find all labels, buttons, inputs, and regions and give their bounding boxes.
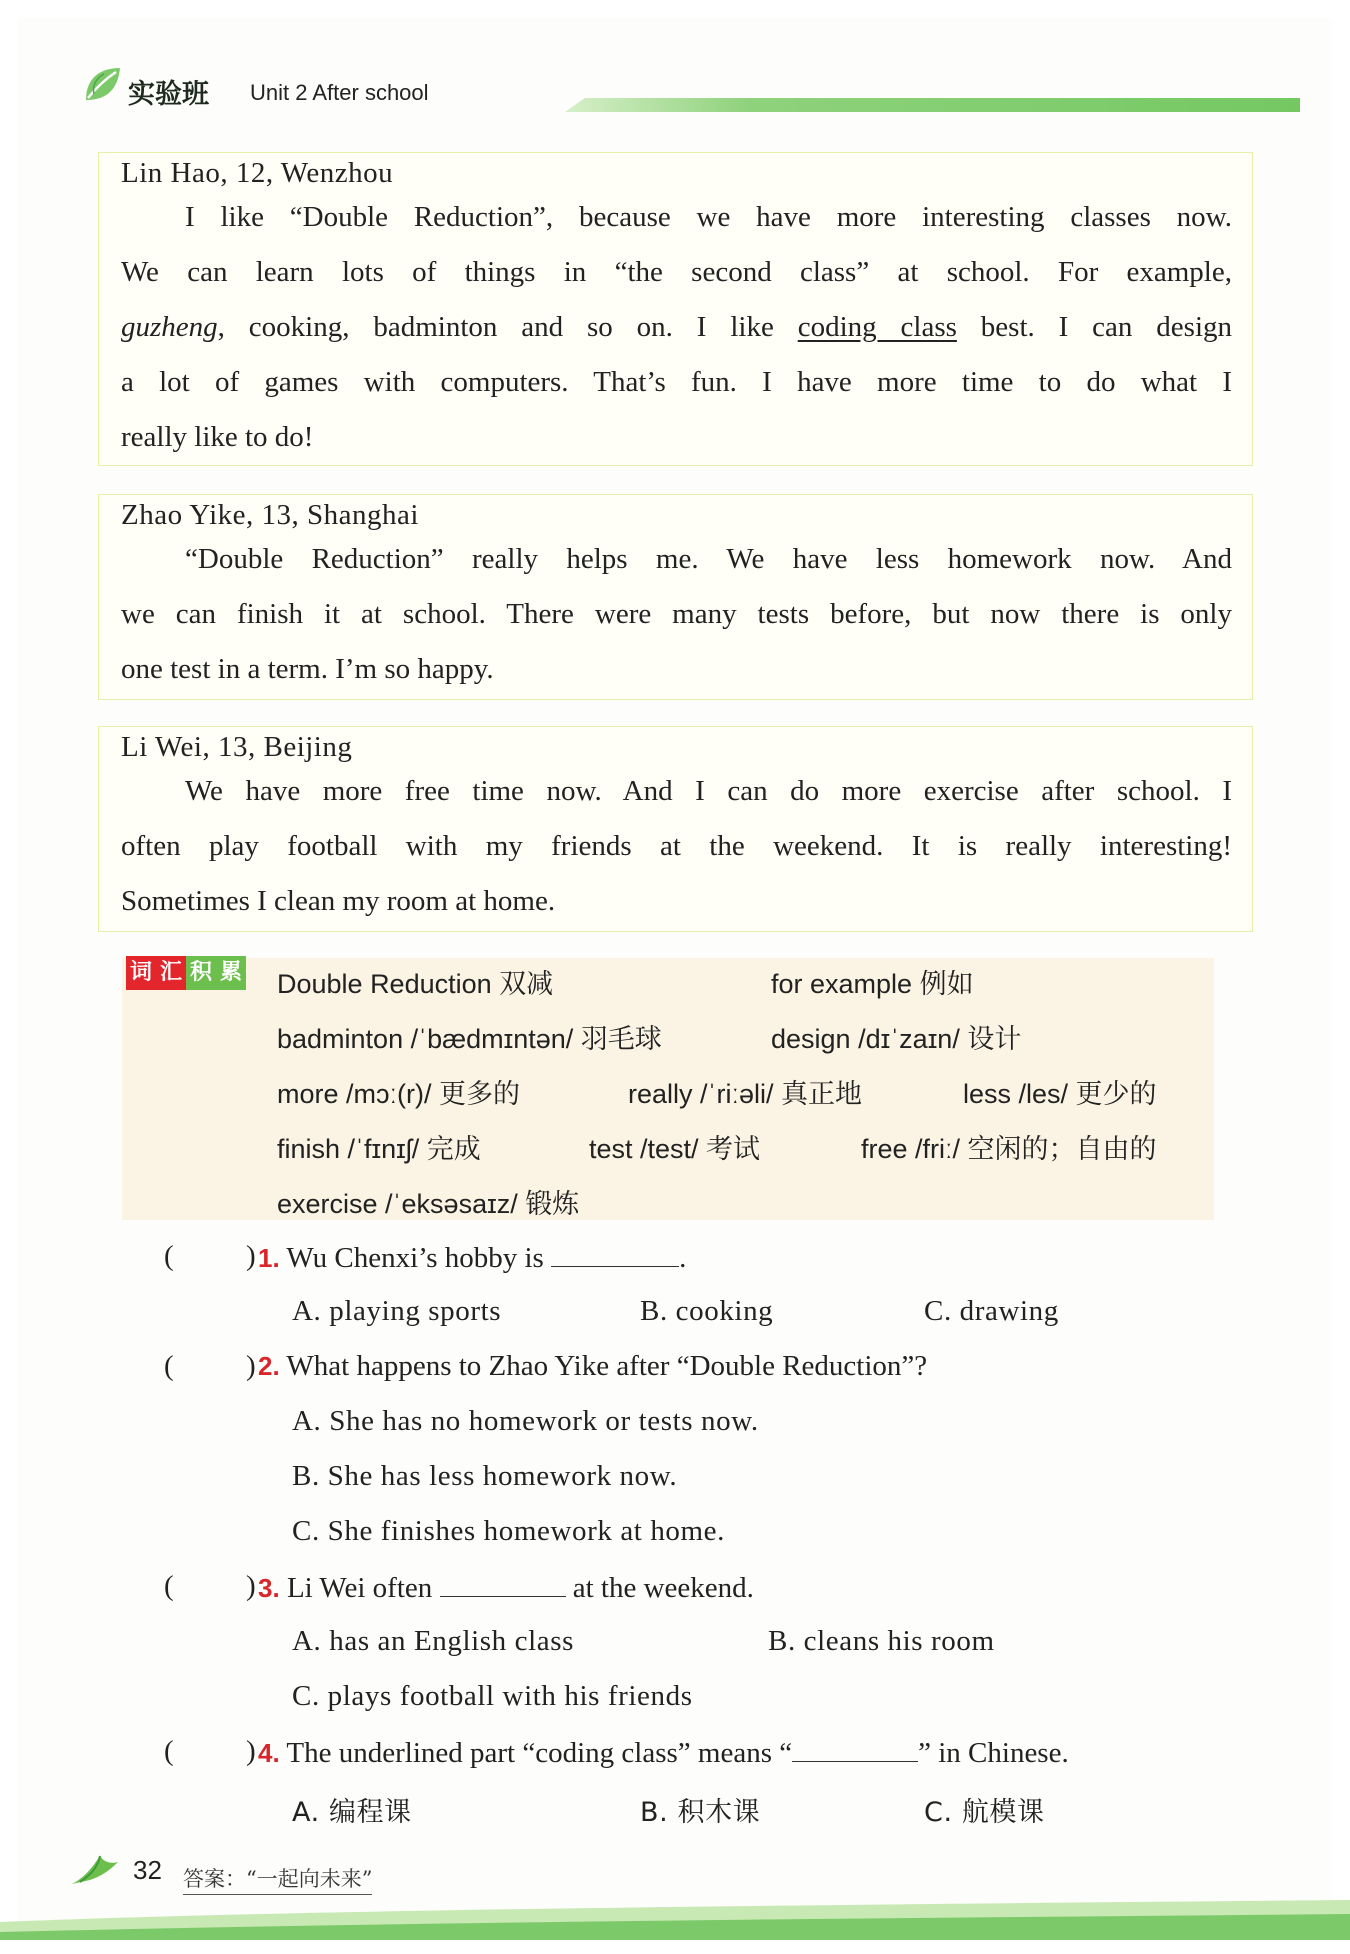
- question-number: 4.: [258, 1738, 280, 1768]
- answer-paren-open: (: [164, 1350, 174, 1382]
- passage-lin-hao: [98, 152, 1253, 466]
- question-number: 2.: [258, 1351, 280, 1381]
- question-stem-end: ” in Chinese.: [918, 1737, 1069, 1769]
- answer-blank[interactable]: [551, 1240, 679, 1267]
- footer-wave: [0, 1880, 1350, 1940]
- vocab-item: free /friː/ 空闲的；自由的: [861, 1134, 1157, 1164]
- vocab-item: really /ˈriːəli/ 真正地: [628, 1079, 863, 1109]
- option-c[interactable]: C. 航模课: [924, 1797, 1045, 1828]
- option-a[interactable]: A. playing sports: [292, 1295, 502, 1327]
- tag-char: 汇: [156, 956, 186, 990]
- answer-paren-open: (: [164, 1570, 174, 1602]
- page-number: 32: [133, 1855, 162, 1885]
- passage-text: , cooking, badminton and so on. I like: [217, 311, 774, 343]
- answer-paren-close: ): [246, 1570, 256, 1602]
- passage-line-mixed: [121, 311, 1232, 344]
- option-b[interactable]: B. cleans his room: [768, 1625, 995, 1657]
- option-c[interactable]: C. drawing: [924, 1295, 1059, 1327]
- answer-paren-open: (: [164, 1240, 174, 1272]
- option-b[interactable]: B. She has less homework now.: [292, 1460, 678, 1492]
- answer-paren-close: ): [246, 1240, 256, 1272]
- answer-paren-open: (: [164, 1735, 174, 1767]
- brand-name: 实验班: [128, 79, 209, 110]
- vocab-item: less /les/ 更少的: [963, 1079, 1157, 1109]
- vocabulary-tag: [126, 956, 248, 990]
- unit-title: Unit 2 After school: [250, 80, 429, 105]
- leaf-logo-icon: [82, 64, 122, 104]
- vocab-item: test /test/ 考试: [589, 1134, 761, 1164]
- vocab-item: exercise /ˈeksəsaɪz/ 锻炼: [277, 1189, 580, 1219]
- passage-line: Sometimes I clean my room at home.: [121, 885, 556, 917]
- question-number: 1.: [258, 1243, 280, 1273]
- question-stem: Wu Chenxi’s hobby is: [286, 1242, 544, 1274]
- answer-paren-close: ): [246, 1735, 256, 1767]
- question-stem-end: .: [679, 1242, 687, 1274]
- passage-line: We can learn lots of things in “the second class” at school. For example,: [121, 256, 1232, 288]
- tag-char: 词: [126, 956, 156, 990]
- vocab-item: for example 例如: [771, 969, 974, 999]
- question-4: [258, 1735, 1069, 1770]
- passage-line: I like “Double Reduction”, because we have more interesting classes now.: [185, 201, 1232, 233]
- vocab-item: finish /ˈfɪnɪʃ/ 完成: [277, 1134, 481, 1164]
- option-c[interactable]: C. She finishes homework at home.: [292, 1515, 725, 1547]
- page-header: [0, 0, 1350, 130]
- question-3: [258, 1570, 754, 1605]
- question-1: [258, 1240, 686, 1275]
- vocab-item: badminton /ˈbædmɪntən/ 羽毛球: [277, 1024, 662, 1054]
- answer-blank[interactable]: [792, 1735, 918, 1762]
- vocab-item: Double Reduction 双减: [277, 969, 554, 999]
- vocab-item: design /dɪˈzaɪn/ 设计: [771, 1024, 1022, 1054]
- passage-line: a lot of games with computers. That’s fun. I have more time to do what I: [121, 366, 1232, 398]
- option-a[interactable]: A. has an English class: [292, 1625, 575, 1657]
- passage-line: one test in a term. I’m so happy.: [121, 653, 494, 685]
- question-stem: Li Wei often: [286, 1572, 433, 1604]
- passage-line: we can finish it at school. There were many tests before, but now there is only: [121, 598, 1232, 630]
- passage-author: Li Wei, 13, Beijing: [121, 731, 353, 763]
- answer-key: 答案：“一起向未来”: [183, 1863, 372, 1895]
- tag-char: 积: [186, 956, 216, 990]
- passage-author: Lin Hao, 12, Wenzhou: [121, 157, 394, 189]
- question-stem: The underlined part “coding class” means “: [286, 1737, 793, 1769]
- answer-paren-close: ): [246, 1350, 256, 1382]
- answer-blank[interactable]: [440, 1570, 566, 1597]
- guzheng-italic: guzheng: [121, 311, 218, 343]
- passage-line: We have more free time now. And I can do more exercise after school. I: [185, 775, 1232, 807]
- header-bar: [565, 98, 1300, 112]
- passage-li-wei: [98, 726, 1253, 932]
- question-number: 3.: [258, 1573, 280, 1603]
- underlined-coding-class: coding class: [797, 311, 957, 343]
- question-2: [258, 1350, 927, 1383]
- passage-line: often play football with my friends at the weekend. It is really interesting!: [121, 830, 1232, 862]
- option-c[interactable]: C. plays football with his friends: [292, 1680, 693, 1712]
- option-a[interactable]: A. 编程课: [292, 1797, 412, 1828]
- passage-author: Zhao Yike, 13, Shanghai: [121, 499, 419, 531]
- option-a[interactable]: A. She has no homework or tests now.: [292, 1405, 759, 1437]
- passage-zhao-yike: [98, 494, 1253, 700]
- passage-line: “Double Reduction” really helps me. We have less homework now. And: [185, 543, 1232, 575]
- passage-text: best. I can design: [980, 311, 1233, 343]
- option-b[interactable]: B. 积木课: [640, 1797, 761, 1828]
- tag-char: 累: [216, 956, 246, 990]
- option-b[interactable]: B. cooking: [640, 1295, 774, 1327]
- question-stem: What happens to Zhao Yike after “Double Reduction”?: [286, 1350, 928, 1382]
- passage-line: really like to do!: [121, 421, 314, 453]
- vocab-item: more /mɔː(r)/ 更多的: [277, 1079, 520, 1109]
- question-stem-end: at the weekend.: [572, 1572, 754, 1604]
